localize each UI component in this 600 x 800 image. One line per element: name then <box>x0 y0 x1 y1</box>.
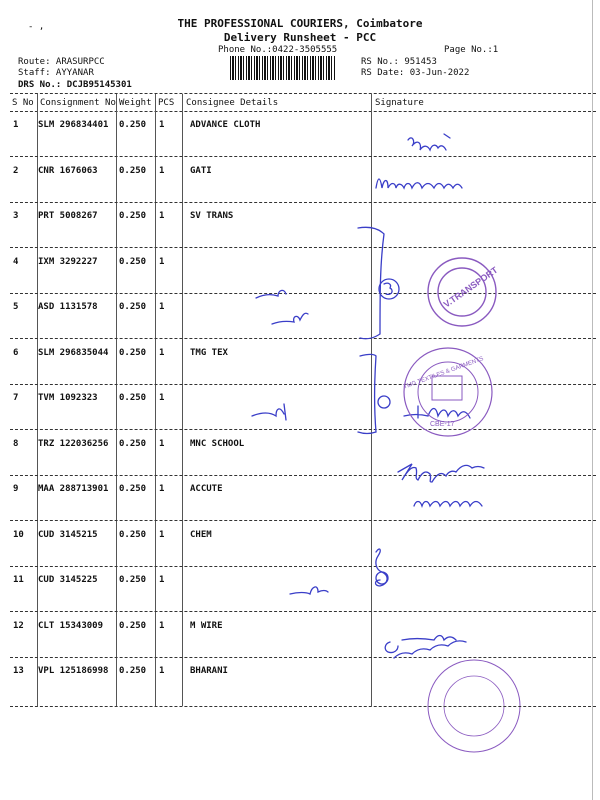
row-pcs: 1 <box>159 530 165 540</box>
row-sno: 5 <box>13 302 19 312</box>
route-label: Route: ARASURPCC <box>18 57 105 67</box>
row-weight: 0.250 <box>119 211 147 221</box>
row-consignment-no: MAA 288713901 <box>38 484 109 494</box>
row-pcs: 1 <box>159 393 165 403</box>
row-pcs: 1 <box>159 120 165 130</box>
row-consignment-no: CUD 3145225 <box>38 575 98 585</box>
bracket-mark <box>358 227 384 339</box>
rs-date: RS Date: 03-Jun-2022 <box>361 68 470 78</box>
row-pcs: 1 <box>159 302 165 312</box>
number-circle <box>376 572 388 584</box>
row-consignee: M WIRE <box>190 621 223 631</box>
row-consignment-no: ASD 1131578 <box>38 302 98 312</box>
textiles-stamp-text: TMG TEXTILES & GARMENTS <box>402 356 485 391</box>
row-consignment-no: CLT 15343009 <box>38 621 104 631</box>
row-consignment-no: TRZ 122036256 <box>38 439 109 449</box>
staff-label: Staff: AYYANAR <box>18 68 94 78</box>
row-consignment-no: PRT 5008267 <box>38 211 98 221</box>
row-pcs: 1 <box>159 439 165 449</box>
row-consignment-no: TVM 1092323 <box>38 393 98 403</box>
row-consignee: SV TRANS <box>190 211 234 221</box>
row-consignment-no: VPL 125186998 <box>38 666 109 676</box>
row-weight: 0.250 <box>119 166 147 176</box>
row-pcs: 1 <box>159 575 165 585</box>
row-weight: 0.250 <box>119 439 147 449</box>
row-sno: 13 <box>13 666 24 676</box>
row-sno: 9 <box>13 484 19 494</box>
row-sno: 2 <box>13 166 19 176</box>
row-sno: 6 <box>13 348 19 358</box>
row-weight: 0.250 <box>119 393 147 403</box>
row-pcs: 1 <box>159 257 165 267</box>
row-weight: 0.250 <box>119 120 147 130</box>
row-weight: 0.250 <box>119 257 147 267</box>
column-header-signature: Signature <box>375 98 424 108</box>
page-number: Page No.:1 <box>444 45 499 55</box>
row-weight: 0.250 <box>119 575 147 585</box>
row-pcs: 1 <box>159 666 165 676</box>
row-pcs: 1 <box>159 348 165 358</box>
number-circle <box>378 396 390 408</box>
row-consignment-no: CNR 1676063 <box>38 166 98 176</box>
column-header-sno: S No <box>12 98 34 108</box>
rs-number: RS No.: 951453 <box>361 57 437 67</box>
row-sno: 1 <box>13 120 19 130</box>
signature-row-1 <box>408 134 450 150</box>
row-sno: 3 <box>13 211 19 221</box>
initial-mark <box>252 404 286 420</box>
company-name: THE PROFESSIONAL COURIERS, Coimbatore <box>177 17 423 30</box>
row-pcs: 1 <box>159 484 165 494</box>
bracket-mark <box>358 355 376 434</box>
column-header-consignee: Consignee Details <box>186 98 279 108</box>
row-consignment-no: SLM 296835044 <box>38 348 109 358</box>
row-consignment-no: SLM 296834401 <box>38 120 109 130</box>
number-circle <box>379 279 399 299</box>
initial-mark <box>272 313 308 324</box>
row-consignment-no: CUD 3145215 <box>38 530 98 540</box>
row-pcs: 1 <box>159 621 165 631</box>
phone-number: Phone No.:0422-3505555 <box>218 45 338 55</box>
row-sno: 4 <box>13 257 19 267</box>
row-consignee: BHARANI <box>190 666 228 676</box>
row-weight: 0.250 <box>119 348 147 358</box>
row-consignee: ADVANCE CLOTH <box>190 120 261 130</box>
initial-mark <box>256 290 286 298</box>
signature-row-9 <box>414 502 482 507</box>
corner-mark: - , <box>28 22 45 32</box>
drs-number: DRS No.: DCJB95145301 <box>18 80 132 90</box>
column-header-weight: Weight <box>119 98 152 108</box>
row-weight: 0.250 <box>119 621 147 631</box>
row-consignee: GATI <box>190 166 212 176</box>
row-weight: 0.250 <box>119 484 147 494</box>
textiles-stamp-code: CBE-17 <box>430 421 455 428</box>
row-sno: 8 <box>13 439 19 449</box>
row-weight: 0.250 <box>119 666 147 676</box>
row-sno: 11 <box>13 575 24 585</box>
row-pcs: 1 <box>159 166 165 176</box>
initial-mark <box>290 587 328 594</box>
row-pcs: 1 <box>159 211 165 221</box>
signature-row-2 <box>376 179 462 188</box>
row-sno: 7 <box>13 393 19 403</box>
signature-row-8 <box>398 464 484 482</box>
table-bottom-rule <box>10 706 596 707</box>
document-title: Delivery Runsheet - PCC <box>223 31 377 44</box>
transport-stamp-text: V.TRANSPORT <box>441 264 500 310</box>
column-header-pcs: PCS <box>158 98 175 108</box>
row-consignee: CHEM <box>190 530 212 540</box>
row-sno: 12 <box>13 621 24 631</box>
signature-row-12 <box>385 636 466 659</box>
row-sno: 10 <box>13 530 24 540</box>
row-consignee: ACCUTE <box>190 484 223 494</box>
signature-row-7 <box>404 406 470 418</box>
row-consignee: TMG TEX <box>190 348 228 358</box>
row-weight: 0.250 <box>119 302 147 312</box>
column-header-consignment: Consignment No <box>40 98 116 108</box>
row-consignment-no: IXM 3292227 <box>38 257 98 267</box>
row-consignee: MNC SCHOOL <box>190 439 245 449</box>
row-weight: 0.250 <box>119 530 147 540</box>
